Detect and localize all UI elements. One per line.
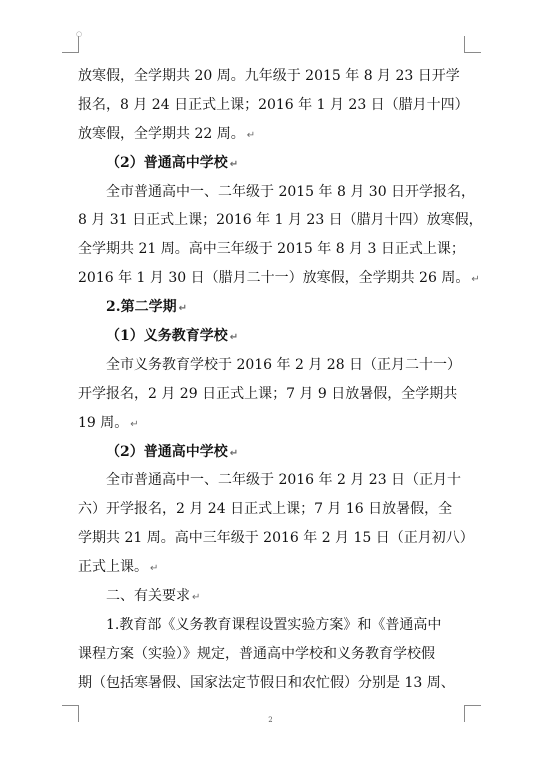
text-line: [78, 120, 470, 149]
text-line: [78, 351, 470, 380]
line-text: 全市普通高中一、二年级于 2015 年 8 月 30 日开学报名，: [106, 183, 476, 200]
crop-mark-top-right: [464, 36, 481, 53]
paragraph-mark-icon: ↵: [229, 158, 239, 170]
text-line: [78, 235, 470, 264]
text-line: [78, 669, 470, 698]
text-line: [78, 495, 470, 524]
line-text: 全市普通高中一、二年级于 2016 年 2 月 23 日（正月十: [106, 472, 462, 489]
text-line: [78, 553, 470, 582]
paragraph-mark-icon: ↵: [178, 303, 188, 315]
text-line: [78, 293, 470, 322]
line-text: 开学报名，2 月 29 日正式上课；7 月 9 日放暑假，全学期共: [78, 385, 458, 402]
text-line: [78, 438, 470, 467]
text-line: [78, 466, 470, 495]
text-line: [78, 611, 470, 640]
line-text: （2）普通高中学校: [106, 443, 228, 460]
text-line: [78, 524, 474, 553]
text-line: [78, 264, 480, 293]
line-text: 报名，8 月 24 日正式上课；2016 年 1 月 23 日（腊月十四）: [78, 96, 469, 113]
line-text: 19 周。: [78, 414, 129, 431]
text-line: [78, 149, 470, 178]
line-text: 放寒假，全学期共 20 周。九年级于 2015 年 8 月 23 日开学: [78, 68, 460, 84]
text-line: [78, 640, 470, 669]
text-line: [78, 178, 476, 207]
line-text: 六）开学报名，2 月 24 日正式上课；7 月 16 日放暑假，全: [78, 501, 453, 518]
line-text: 二、有关要求: [106, 588, 190, 605]
document-body: [78, 62, 483, 698]
text-line: [78, 322, 470, 351]
line-text: 课程方案（实验）》规定，普通高中学校和义务教育学校假: [78, 645, 435, 662]
text-line: [78, 206, 483, 235]
line-text: 学期共 21 周。高中三年级于 2016 年 2 月 15 日（正月初八）: [78, 530, 474, 547]
corner-dot: ○: [76, 30, 83, 38]
text-line: [78, 582, 470, 611]
paragraph-mark-icon: ↵: [471, 274, 480, 286]
line-text: 2016 年 1 月 30 日（腊月二十一）放寒假，全学期共 26 周。: [78, 270, 470, 287]
paragraph-mark-icon: ↵: [130, 418, 139, 430]
text-line: [78, 62, 470, 91]
paragraph-mark-icon: ↵: [150, 563, 159, 575]
text-line: [78, 409, 470, 438]
crop-mark-top-left: [62, 36, 79, 53]
line-text: 期（包括寒暑假、国家法定节假日和农忙假）分别是 13 周、: [78, 674, 455, 691]
page-number: 2: [268, 716, 273, 724]
text-line: [78, 91, 470, 120]
line-text: 正式上课。: [78, 559, 148, 576]
line-text: （1）义务教育学校: [106, 328, 228, 345]
line-text: 全市义务教育学校于 2016 年 2 月 28 日（正月二十一）: [106, 356, 462, 373]
paragraph-mark-icon: ↵: [229, 447, 239, 459]
paragraph-mark-icon: ↵: [246, 129, 256, 141]
line-text: 全学期共 21 周。高中三年级于 2015 年 8 月 3 日正式上课；: [78, 241, 465, 258]
paragraph-mark-icon: ↵: [192, 592, 201, 604]
line-text: 8 月 31 日正式上课；2016 年 1 月 23 日（腊月十四）放寒假，: [78, 212, 483, 229]
line-text: （2）普通高中学校: [106, 154, 228, 171]
line-text: 放寒假，全学期共 22 周。: [78, 125, 245, 142]
paragraph-mark-icon: ↵: [229, 332, 239, 344]
text-line: [78, 380, 470, 409]
line-text: 1.教育部《义务教育课程设置实验方案》和《普通高中: [106, 616, 442, 633]
line-text: 2.第二学期: [106, 299, 177, 316]
